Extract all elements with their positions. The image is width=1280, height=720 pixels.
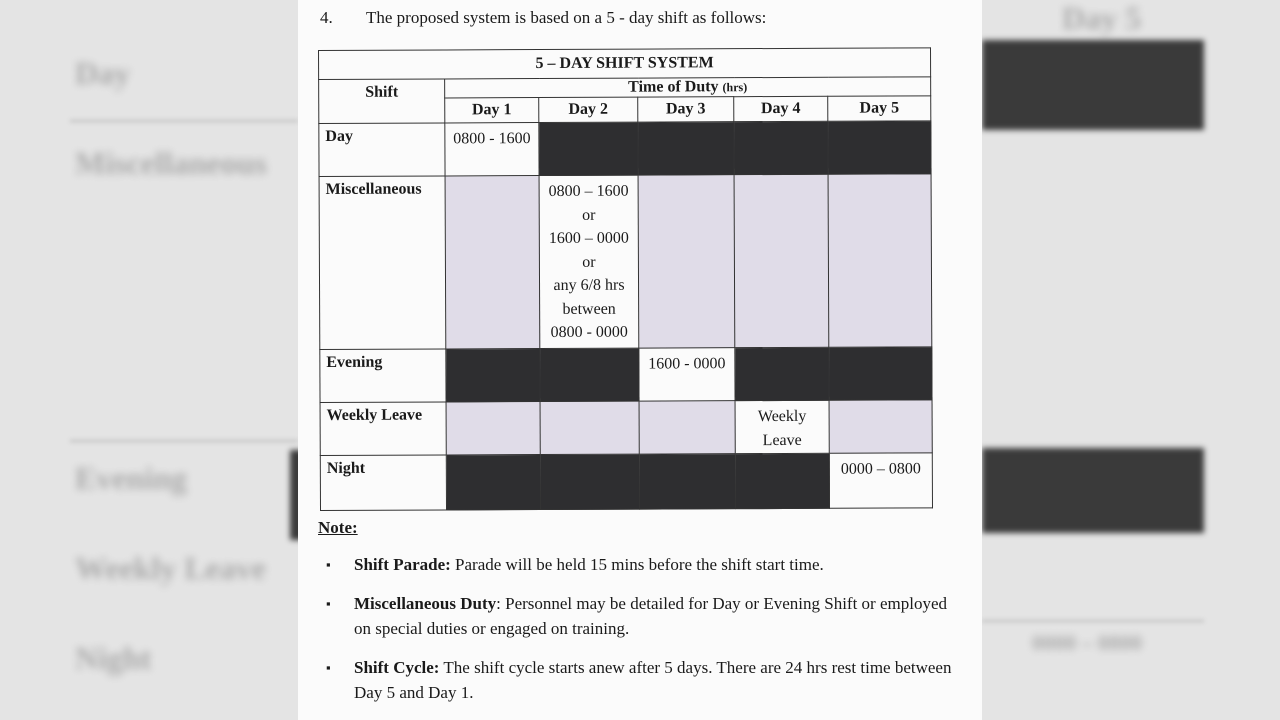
- cell-misc-day5: [828, 174, 932, 347]
- cell-wl-day4: Weekly Leave: [735, 400, 829, 453]
- cell-day-day4: [734, 121, 828, 174]
- table-row-weekly-leave: [320, 400, 932, 456]
- cell-evening-day5: [829, 347, 932, 400]
- cell-day-day5: [828, 121, 931, 174]
- day-header-5: Day 5: [828, 96, 931, 121]
- cell-misc-day2: 0800 – 1600 or 1600 – 0000 or any 6/8 hrs between 0800 - 0000: [539, 175, 639, 348]
- cell-wl-day5: [829, 400, 932, 453]
- cell-wl-day2: [540, 401, 639, 454]
- cell-wl-day3: [639, 401, 735, 454]
- cell-evening-day2: [540, 348, 639, 401]
- row-label-day: Day: [319, 123, 445, 177]
- cell-evening-day4: [735, 347, 829, 400]
- cell-night-day3: [639, 454, 735, 509]
- cell-night-day1: [446, 455, 540, 510]
- table-row-misc: [319, 174, 932, 350]
- background-blur-left: Day Miscellaneous Evening Weekly Leave Night: [0, 0, 298, 720]
- cell-day-day3: [638, 122, 734, 175]
- cell-night-day5: 0000 – 0800: [829, 453, 932, 508]
- intro-paragraph: [320, 8, 766, 28]
- list-item: ▪ Shift Parade: Parade will be held 15 mins before the shift start time.: [326, 552, 966, 577]
- time-unit: (hrs): [722, 80, 748, 95]
- day-header-2: Day 2: [539, 97, 638, 122]
- shift-table: [318, 47, 933, 511]
- shift-header: Shift: [319, 79, 445, 124]
- list-item: ▪ Shift Cycle: The shift cycle starts anew after 5 days. There are 24 hrs rest time between Day 5 and Day 1.: [326, 655, 966, 705]
- cell-wl-day1: [446, 402, 540, 455]
- cell-evening-day1: [446, 349, 540, 402]
- cell-evening-day3: 1600 - 0000: [639, 348, 735, 401]
- paragraph-number: 4.: [320, 8, 333, 27]
- day-header-1: Day 1: [445, 98, 539, 123]
- cell-day-day1: 0800 - 1600: [445, 123, 539, 176]
- day-header-3: Day 3: [638, 97, 734, 122]
- table-title: 5 – DAY SHIFT SYSTEM: [319, 48, 931, 80]
- note-title: Note:: [318, 518, 358, 537]
- table-row-night: [320, 453, 932, 511]
- table-row-day: [319, 121, 931, 177]
- cell-misc-day4: [734, 174, 829, 347]
- day-header-4: Day 4: [734, 96, 828, 121]
- table-row-evening: [320, 347, 932, 403]
- note-list: [326, 552, 966, 705]
- cell-night-day4: [735, 453, 829, 508]
- row-label-weekly-leave: Weekly Leave: [320, 402, 446, 456]
- cell-day-day2: [539, 122, 638, 175]
- time-of-duty-header: Time of Duty (hrs): [445, 77, 931, 98]
- document-page: [298, 0, 982, 720]
- cell-night-day2: [540, 454, 639, 509]
- row-label-evening: Evening: [320, 349, 446, 403]
- row-label-night: Night: [320, 455, 446, 511]
- cell-misc-day1: [445, 176, 540, 349]
- cell-misc-day3: [638, 175, 735, 348]
- list-item: ▪ Miscellaneous Duty: Personnel may be detailed for Day or Evening Shift or employed on special duties or engaged on training.: [326, 591, 966, 641]
- paragraph-text: The proposed system is based on a 5 - day shift as follows:: [366, 8, 767, 27]
- background-blur-right: Day 5 0000 – 0800: [982, 0, 1280, 720]
- row-label-misc: Miscellaneous: [319, 176, 446, 350]
